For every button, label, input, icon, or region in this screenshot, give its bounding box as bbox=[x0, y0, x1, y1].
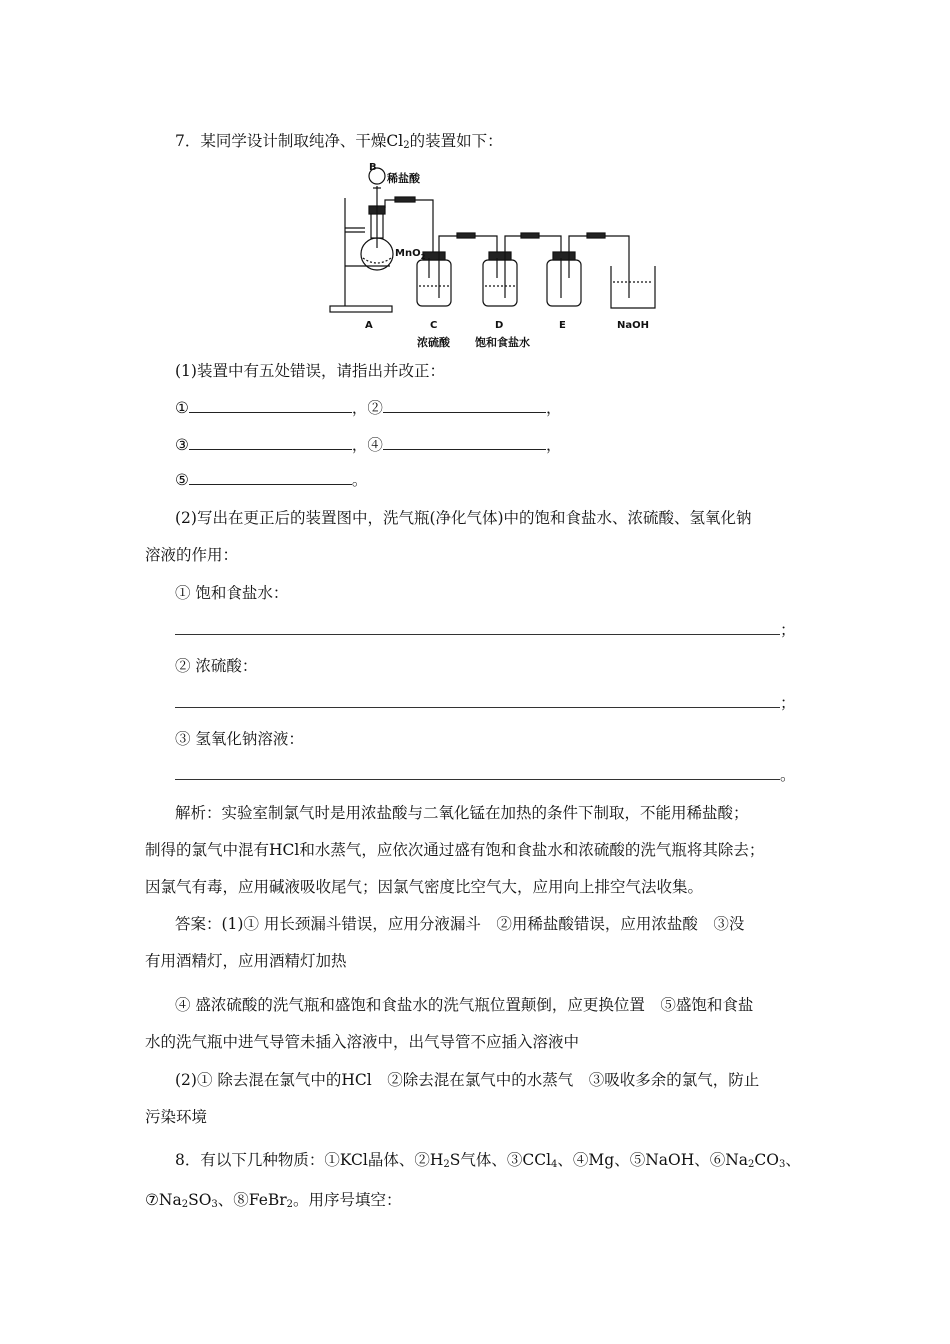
answer-line-1: 答案：(1)① 用长颈漏斗错误，应用分液漏斗 ②用稀盐酸错误，应用浓盐酸 ③没 bbox=[175, 915, 745, 933]
analysis-line-3: 因氯气有毒，应用碱液吸收尾气；因氯气密度比空气大，应用向上排空气法收集。 bbox=[145, 878, 704, 896]
blank-row-3: ⑤ 。 bbox=[175, 471, 368, 489]
answer-line-4: 水的洗气瓶中进气导管未插入溶液中，出气导管不应插入溶液中 bbox=[145, 1033, 580, 1051]
label-dilute-hcl: 稀盐酸 bbox=[387, 172, 420, 185]
blank-4[interactable] bbox=[383, 435, 546, 450]
label-d: D bbox=[495, 320, 504, 331]
analysis-line-1: 解析：实验室制氯气时是用浓盐酸与二氧化锰在加热的条件下制取，不能用稀盐酸； bbox=[175, 804, 749, 822]
label-mno2: MnO$_2$ bbox=[395, 248, 426, 261]
q7-stem: 7．某同学设计制取纯净、干燥$Cl_2$的装置如下： bbox=[175, 132, 503, 151]
label-naoh: NaOH bbox=[617, 320, 649, 331]
label-conc-h2so4: 浓硫酸 bbox=[417, 336, 450, 349]
semicolon-2: ； bbox=[780, 694, 796, 712]
answer-line-h2so4[interactable] bbox=[175, 706, 780, 708]
answer-line-6: 污染环境 bbox=[145, 1108, 208, 1126]
label-brine: 饱和食盐水 bbox=[475, 336, 530, 349]
blank-5[interactable] bbox=[189, 470, 352, 485]
label-c: C bbox=[430, 320, 438, 331]
semicolon-1: ； bbox=[780, 621, 796, 639]
blank-1[interactable] bbox=[189, 398, 352, 413]
period-3: 。 bbox=[780, 766, 796, 784]
q7-part2-line1: (2)写出在更正后的装置图中，洗气瓶(净化气体)中的饱和食盐水、浓硫酸、氢氧化钠 bbox=[175, 509, 752, 527]
answer-line-brine[interactable] bbox=[175, 633, 780, 635]
q8-line-1: 8．有以下几种物质：①KCl晶体、$②H_2S$气体、③CCl$_4$、④Mg、⑤NaOH、$⑥Na_2CO_3$、 bbox=[175, 1151, 801, 1170]
answer-line-5: (2)① 除去混在氯气中的HCl ②除去混在氯气中的水蒸气 ③吸收多余的氯气，防止 bbox=[175, 1071, 760, 1089]
apparatus-figure bbox=[325, 158, 665, 358]
answer-line-2: 有用酒精灯，应用酒精灯加热 bbox=[145, 952, 347, 970]
sub-h2so4: ② 浓硫酸： bbox=[175, 657, 258, 675]
q7-part1: (1)装置中有五处错误，请指出并改正： bbox=[175, 362, 445, 380]
q7-part2-line2: 溶液的作用： bbox=[145, 546, 239, 564]
sub-naoh: ③ 氢氧化钠溶液： bbox=[175, 730, 304, 748]
sub-brine: ① 饱和食盐水： bbox=[175, 584, 289, 602]
blank-2[interactable] bbox=[383, 398, 546, 413]
blank-3[interactable] bbox=[189, 435, 352, 450]
analysis-line-2: 制得的氯气中混有HCl和水蒸气，应依次通过盛有饱和食盐水和浓硫酸的洗气瓶将其除去； bbox=[145, 841, 765, 859]
answer-line-3: ④ 盛浓硫酸的洗气瓶和盛饱和食盐水的洗气瓶位置颠倒，应更换位置 ⑤盛饱和食盐 bbox=[175, 996, 754, 1014]
blank-row-2: ③ ，④ ， bbox=[175, 436, 562, 454]
label-e: E bbox=[559, 320, 566, 331]
q8-line-2: $⑦Na_2SO_3$、⑧FeBr$_2$。用序号填空： bbox=[145, 1191, 402, 1210]
blank-row-1: ① ，② ， bbox=[175, 399, 562, 417]
answer-line-naoh[interactable] bbox=[175, 778, 780, 780]
label-a: A bbox=[365, 320, 373, 331]
label-b: B bbox=[369, 162, 377, 173]
